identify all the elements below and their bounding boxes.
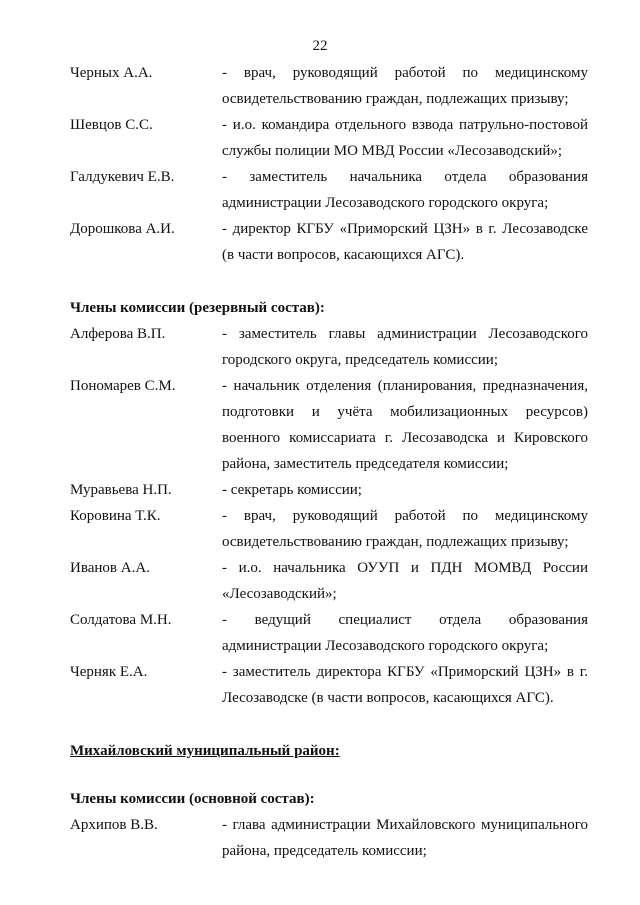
- member-name: Черняк Е.А.: [70, 664, 148, 680]
- member-role: - заместитель главы администрации Лесозаводского городского округа, председатель комиссии;: [222, 326, 588, 368]
- section-gap: [70, 268, 588, 295]
- member-name: Алферова В.П.: [70, 326, 166, 342]
- member-name: Иванов А.А.: [70, 560, 150, 576]
- member-name: Солдатова М.Н.: [70, 612, 172, 628]
- member-role: - заместитель начальника отдела образования администрации Лесозаводского городского округа;: [222, 169, 588, 211]
- document-body: [70, 60, 588, 864]
- section-gap: [70, 711, 588, 738]
- member-name: Шевцов С.С.: [70, 117, 153, 133]
- member-entry: [70, 321, 588, 373]
- member-name: Дорошкова А.И.: [70, 221, 175, 237]
- member-entry: [70, 555, 588, 607]
- member-entry: [70, 216, 588, 268]
- member-role: - и.о. командира отдельного взвода патрульно-постовой службы полиции МО МВД России «Лесозаводский»;: [222, 117, 588, 159]
- member-name: Галдукевич Е.В.: [70, 169, 175, 185]
- member-entry: [70, 373, 588, 477]
- member-role: - заместитель директора КГБУ «Приморский ЦЗН» в г. Лесозаводске (в части вопросов, касающихся АГС).: [222, 664, 588, 706]
- member-entry: [70, 503, 588, 555]
- member-name: Пономарев С.М.: [70, 378, 176, 394]
- district-heading: Михайловский муниципальный район:: [70, 743, 340, 759]
- member-entry: [70, 112, 588, 164]
- member-role: - глава администрации Михайловского муниципального района, председатель комиссии;: [222, 817, 588, 859]
- member-role: - секретарь комиссии;: [222, 482, 362, 498]
- member-role: - ведущий специалист отдела образования администрации Лесозаводского городского округа;: [222, 612, 588, 654]
- member-name: Коровина Т.К.: [70, 508, 161, 524]
- member-role: - директор КГБУ «Приморский ЦЗН» в г. Лесозаводске (в части вопросов, касающихся АГС).: [222, 221, 588, 263]
- reserve-heading: Члены комиссии (резервный состав):: [70, 300, 325, 316]
- page-number: 22: [312, 38, 328, 54]
- member-entry: [70, 164, 588, 216]
- member-entry: [70, 812, 588, 864]
- member-entry: [70, 60, 588, 112]
- member-role: - начальник отделения (планирования, предназначения, подготовки и учёта мобилизационных ресурсов) военного комиссариата г. Лесозаводска и Кировского района, заместитель председателя комиссии;: [222, 378, 588, 472]
- member-role: - врач, руководящий работой по медицинскому освидетельствованию граждан, подлежащих призыву;: [222, 508, 588, 550]
- member-entry: [70, 659, 588, 711]
- member-role: - врач, руководящий работой по медицинскому освидетельствованию граждан, подлежащих призыву;: [222, 65, 588, 107]
- member-name: Черных А.А.: [70, 65, 153, 81]
- section-gap: [70, 764, 588, 786]
- member-name: Архипов В.В.: [70, 817, 158, 833]
- main-heading: Члены комиссии (основной состав):: [70, 791, 315, 807]
- member-entry: [70, 477, 588, 503]
- member-role: - и.о. начальника ОУУП и ПДН МОМВД России «Лесозаводский»;: [222, 560, 588, 602]
- member-name: Муравьева Н.П.: [70, 482, 172, 498]
- member-entry: [70, 607, 588, 659]
